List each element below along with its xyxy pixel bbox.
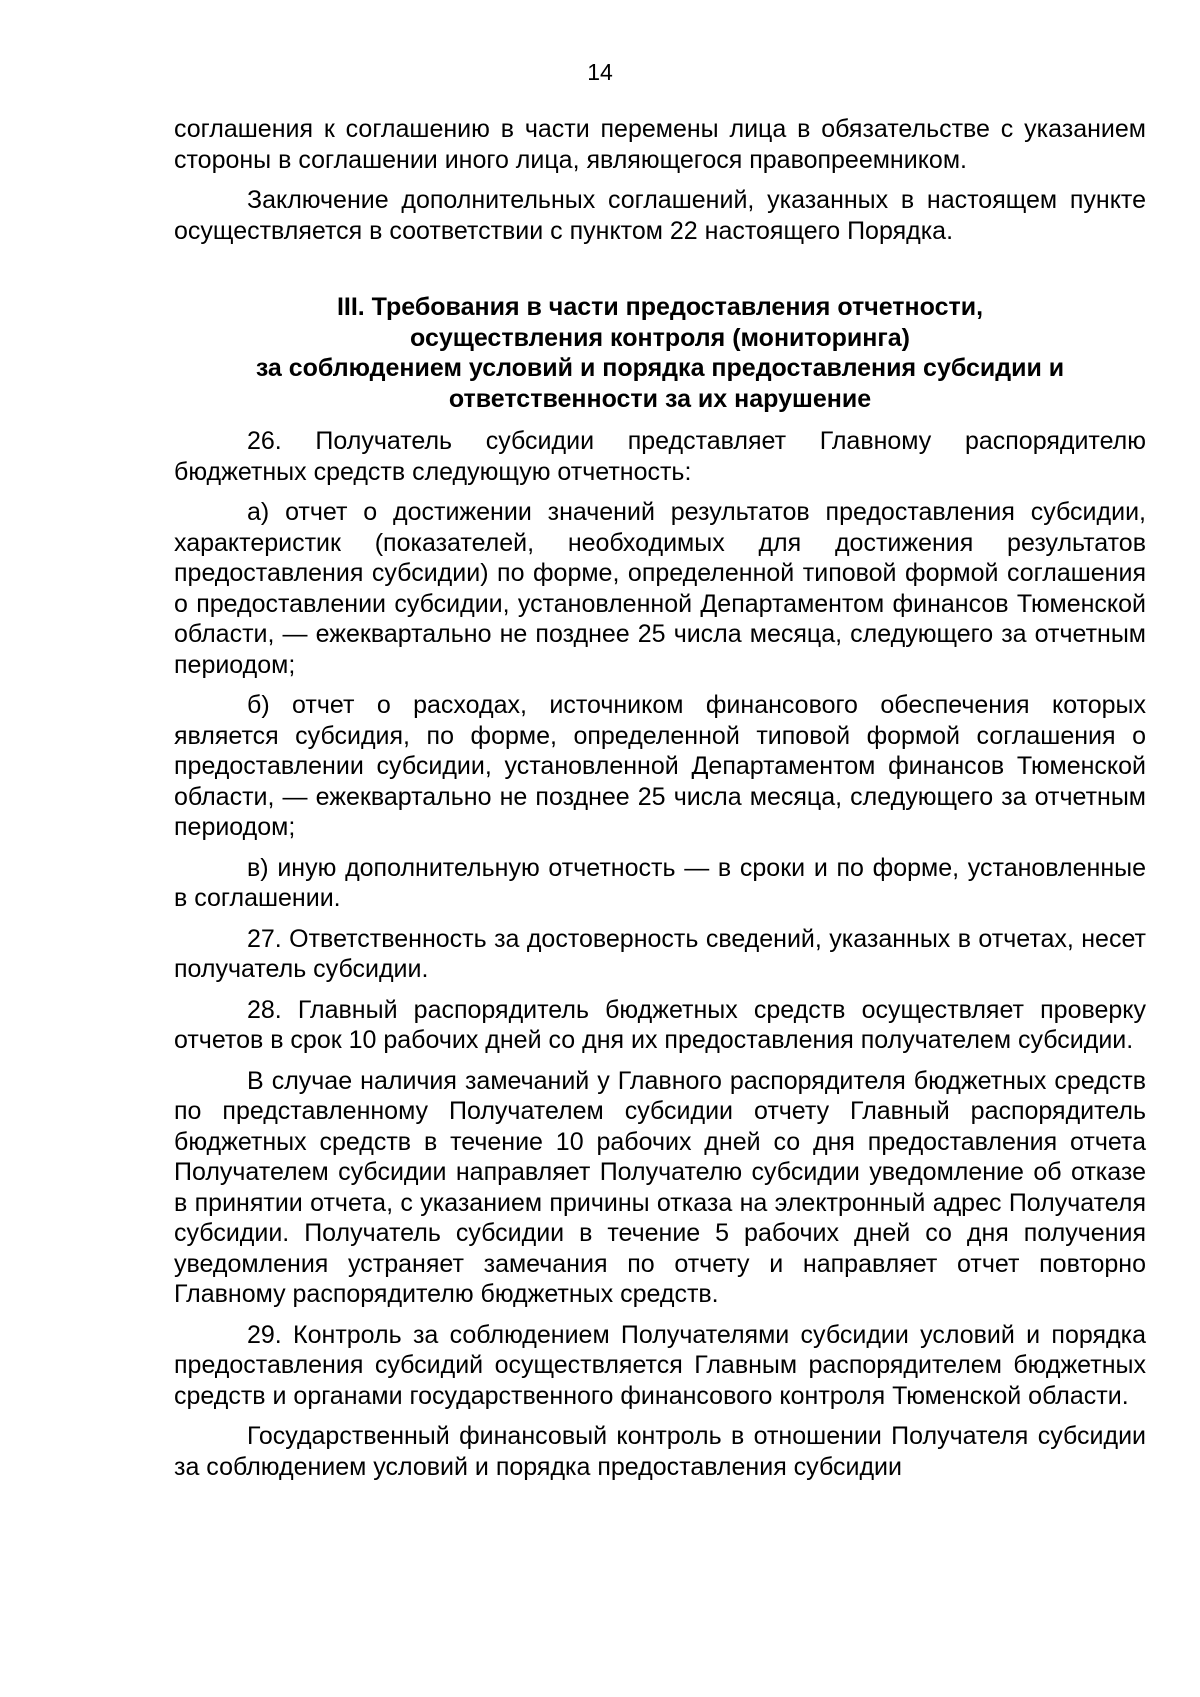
- paragraph-26: 26. Получатель субсидии представляет Главному распорядителю бюджетных средств следующую отчетность:: [174, 427, 1146, 486]
- paragraph-26-a: а) отчет о достижении значений результатов предоставления субсидии, характеристик (показателей, необходимых для достижения результатов предоставления субсидии) по форме, определенной типовой формой соглашения о предоставлении субсидии, установленной Департаментом финансов Тюменской области, — ежеквартально не позднее 25 числа месяца, следующего за отчетным периодом;: [174, 498, 1146, 679]
- paragraph-29: 29. Контроль за соблюдением Получателями субсидии условий и порядка предоставления субсидий осуществляется Главным распорядителем бюджетных средств и органами государственного финансового контроля Тюменской области.: [174, 1320, 1146, 1410]
- document-body: [174, 114, 1146, 1492]
- paragraph-27: 27. Ответственность за достоверность сведений, указанных в отчетах, несет получатель субсидии.: [174, 924, 1146, 983]
- paragraph-continuation: соглашения к соглашению в части перемены лица в обязательстве с указанием стороны в соглашении иного лица, являющегося правопреемником.: [174, 115, 1146, 174]
- paragraph-28: 28. Главный распорядитель бюджетных средств осуществляет проверку отчетов в срок 10 рабочих дней со дня их предоставления получателем субсидии.: [174, 995, 1146, 1054]
- section-heading-line-3: за соблюдением условий и порядка предоставления субсидии и: [255, 354, 1065, 382]
- paragraph-26-b: б) отчет о расходах, источником финансового обеспечения которых является субсидия, по форме, определенной типовой формой соглашения о предоставлении субсидии, установленной Департаментом финансов Тюменской области, — ежеквартально не позднее 25 числа месяца, следующего за отчетным периодом;: [174, 691, 1146, 841]
- section-heading-line-2: осуществления контроля (мониторинга): [410, 323, 910, 352]
- paragraph-28-remarks: В случае наличия замечаний у Главного распорядителя бюджетных средств по представленному Получателем субсидии отчету Главный распорядитель бюджетных средств в течение 10 рабочих дней со дня предоставления отчета Получателем субсидии направляет Получателю субсидии уведомление об отказе в принятии отчета, с указанием причины отказа на электронный адрес Получателя субсидии. Получатель субсидии в течение 5 рабочих дней со дня получения уведомления устраняет замечания по отчету и направляет отчет повторно Главному распорядителю бюджетных средств.: [174, 1066, 1146, 1308]
- section-heading-line-4: ответственности за их нарушение: [448, 384, 872, 413]
- paragraph-26-v: в) иную дополнительную отчетность — в сроки и по форме, установленные в соглашении.: [174, 853, 1146, 912]
- paragraph-state-control: Государственный финансовый контроль в отношении Получателя субсидии за соблюдением условий и порядка предоставления субсидии: [174, 1422, 1146, 1481]
- section-heading: [174, 292, 1146, 414]
- paragraph-additional-agreements: Заключение дополнительных соглашений, указанных в настоящем пункте осуществляется в соответствии с пунктом 22 настоящего Порядка.: [174, 186, 1146, 245]
- page-number: 14: [587, 59, 613, 85]
- section-heading-line-1: III. Требования в части предоставления отчетности,: [336, 293, 984, 321]
